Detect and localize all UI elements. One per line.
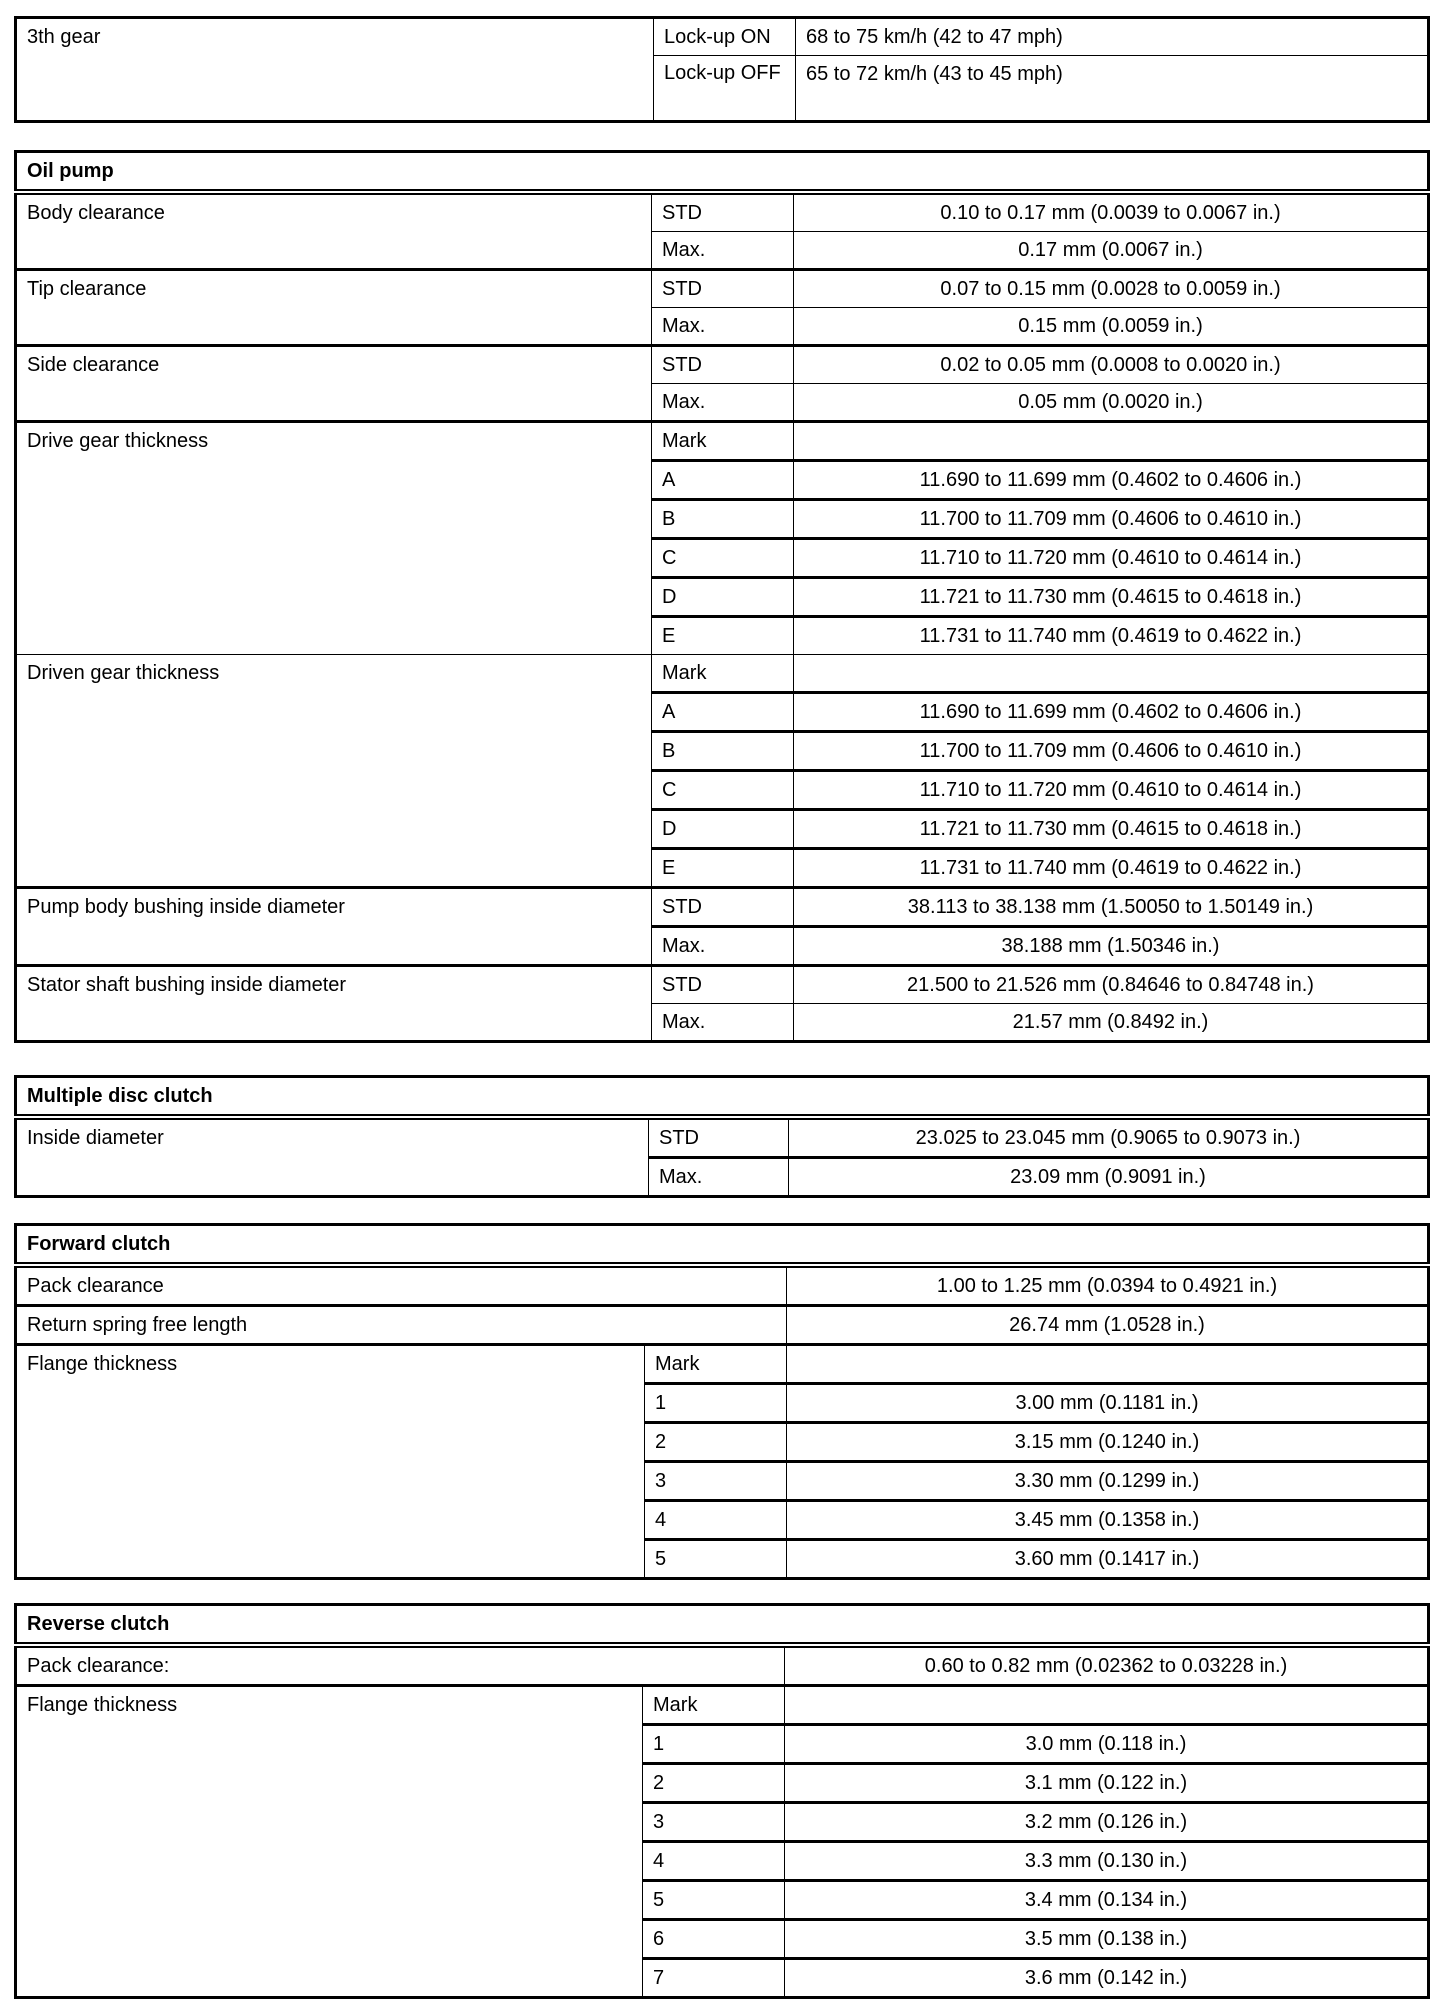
mark: 5 [645,1540,787,1579]
mark: B [652,500,794,539]
mark: 5 [643,1881,785,1920]
mark: 4 [645,1501,787,1540]
section-title: Multiple disc clutch [16,1077,1429,1118]
multiple-disc-clutch-table [14,1075,1430,1198]
mark-value: 3.30 mm (0.1299 in.) [787,1462,1429,1501]
mark: E [652,849,794,888]
table-row [16,192,1429,232]
table-row [16,18,1429,56]
mark: A [652,693,794,732]
mark: 7 [643,1959,785,1998]
mark-value-empty [787,1345,1429,1384]
mark-value: 3.6 mm (0.142 in.) [785,1959,1429,1998]
mark-value: 11.731 to 11.740 mm (0.4619 to 0.4622 in.) [794,849,1429,888]
section-title: Forward clutch [16,1225,1429,1266]
spec-label: Drive gear thickness [16,422,652,655]
gear-speed-table [14,16,1430,123]
std-value: 38.113 to 38.138 mm (1.50050 to 1.50149 in.) [794,888,1429,927]
section-title: Oil pump [16,152,1429,193]
table-row [16,655,1429,693]
mark-label: Mark [645,1345,787,1384]
max-value: 38.188 mm (1.50346 in.) [794,927,1429,966]
mark: 6 [643,1920,785,1959]
mark-value: 3.2 mm (0.126 in.) [785,1803,1429,1842]
mark: A [652,461,794,500]
table-row [16,1345,1429,1384]
spec-label: Side clearance [16,346,652,422]
gear-label: 3th gear [16,18,654,122]
mark-value: 3.00 mm (0.1181 in.) [787,1384,1429,1423]
spec-label: Pump body bushing inside diameter [16,888,652,966]
mark: 3 [643,1803,785,1842]
std-value: 23.025 to 23.045 mm (0.9065 to 0.9073 in.) [789,1117,1429,1158]
mark: 2 [643,1764,785,1803]
max-label: Max. [652,308,794,346]
mark-value: 11.710 to 11.720 mm (0.4610 to 0.4614 in.) [794,771,1429,810]
std-value: 21.500 to 21.526 mm (0.84646 to 0.84748 in.) [794,966,1429,1004]
mark: D [652,578,794,617]
lockup-off-value: 65 to 72 km/h (43 to 45 mph) [796,56,1429,122]
std-value: 0.10 to 0.17 mm (0.0039 to 0.0067 in.) [794,192,1429,232]
mark-value: 11.731 to 11.740 mm (0.4619 to 0.4622 in.) [794,617,1429,655]
mark-value: 11.710 to 11.720 mm (0.4610 to 0.4614 in.) [794,539,1429,578]
mark-value: 11.721 to 11.730 mm (0.4615 to 0.4618 in.) [794,810,1429,849]
table-row [16,270,1429,308]
spec-label: Return spring free length [16,1306,787,1345]
mark: 3 [645,1462,787,1501]
max-label: Max. [652,927,794,966]
mark: B [652,732,794,771]
mark-value: 11.700 to 11.709 mm (0.4606 to 0.4610 in.) [794,732,1429,771]
mark-value: 3.5 mm (0.138 in.) [785,1920,1429,1959]
mark-value: 3.3 mm (0.130 in.) [785,1842,1429,1881]
spec-label: Flange thickness [16,1345,645,1579]
table-row [16,1265,1429,1306]
reverse-clutch-table [14,1603,1430,1999]
spec-label: Pack clearance [16,1265,787,1306]
spec-label: Inside diameter [16,1117,649,1197]
mark-label: Mark [652,655,794,693]
mark: C [652,539,794,578]
mark-value: 3.0 mm (0.118 in.) [785,1725,1429,1764]
oil-pump-table [14,150,1430,1043]
spec-label: Flange thickness [16,1686,643,1998]
mark-label: Mark [643,1686,785,1725]
spec-label: Pack clearance: [16,1645,785,1686]
max-value: 0.17 mm (0.0067 in.) [794,232,1429,270]
std-value: 0.07 to 0.15 mm (0.0028 to 0.0059 in.) [794,270,1429,308]
lockup-on-value: 68 to 75 km/h (42 to 47 mph) [796,18,1429,56]
spec-value: 1.00 to 1.25 mm (0.0394 to 0.4921 in.) [787,1265,1429,1306]
table-row [16,346,1429,384]
max-value: 0.15 mm (0.0059 in.) [794,308,1429,346]
mark-value: 11.690 to 11.699 mm (0.4602 to 0.4606 in.) [794,693,1429,732]
spec-label: Driven gear thickness [16,655,652,888]
mark: 1 [643,1725,785,1764]
table-row [16,1686,1429,1725]
spec-label: Tip clearance [16,270,652,346]
table-row [16,422,1429,461]
mark-label: Mark [652,422,794,461]
spec-value: 0.60 to 0.82 mm (0.02362 to 0.03228 in.) [785,1645,1429,1686]
max-label: Max. [649,1158,789,1197]
max-label: Max. [652,232,794,270]
max-value: 23.09 mm (0.9091 in.) [789,1158,1429,1197]
mark-value: 3.15 mm (0.1240 in.) [787,1423,1429,1462]
std-label: STD [652,270,794,308]
table-row [16,966,1429,1004]
mark-value: 3.4 mm (0.134 in.) [785,1881,1429,1920]
mark-value: 3.45 mm (0.1358 in.) [787,1501,1429,1540]
mark-value-empty [785,1686,1429,1725]
mark-value-empty [794,655,1429,693]
mark-value: 11.721 to 11.730 mm (0.4615 to 0.4618 in.) [794,578,1429,617]
mark: D [652,810,794,849]
section-title: Reverse clutch [16,1605,1429,1646]
mark-value: 3.1 mm (0.122 in.) [785,1764,1429,1803]
spec-value: 26.74 mm (1.0528 in.) [787,1306,1429,1345]
spec-label: Body clearance [16,192,652,270]
std-label: STD [652,966,794,1004]
mark: C [652,771,794,810]
table-row [16,1306,1429,1345]
mark-value: 11.690 to 11.699 mm (0.4602 to 0.4606 in.) [794,461,1429,500]
max-label: Max. [652,1004,794,1042]
mark: 4 [643,1842,785,1881]
lockup-off-label: Lock-up OFF [654,56,796,122]
mark-value-empty [794,422,1429,461]
std-label: STD [652,888,794,927]
max-value: 21.57 mm (0.8492 in.) [794,1004,1429,1042]
mark: 1 [645,1384,787,1423]
table-row [16,1645,1429,1686]
mark: E [652,617,794,655]
std-value: 0.02 to 0.05 mm (0.0008 to 0.0020 in.) [794,346,1429,384]
spec-label: Stator shaft bushing inside diameter [16,966,652,1042]
std-label: STD [649,1117,789,1158]
forward-clutch-table [14,1223,1430,1580]
max-value: 0.05 mm (0.0020 in.) [794,384,1429,422]
mark-value: 11.700 to 11.709 mm (0.4606 to 0.4610 in.) [794,500,1429,539]
table-row [16,888,1429,927]
lockup-on-label: Lock-up ON [654,18,796,56]
max-label: Max. [652,384,794,422]
std-label: STD [652,192,794,232]
mark-value: 3.60 mm (0.1417 in.) [787,1540,1429,1579]
std-label: STD [652,346,794,384]
mark: 2 [645,1423,787,1462]
table-row [16,1117,1429,1158]
